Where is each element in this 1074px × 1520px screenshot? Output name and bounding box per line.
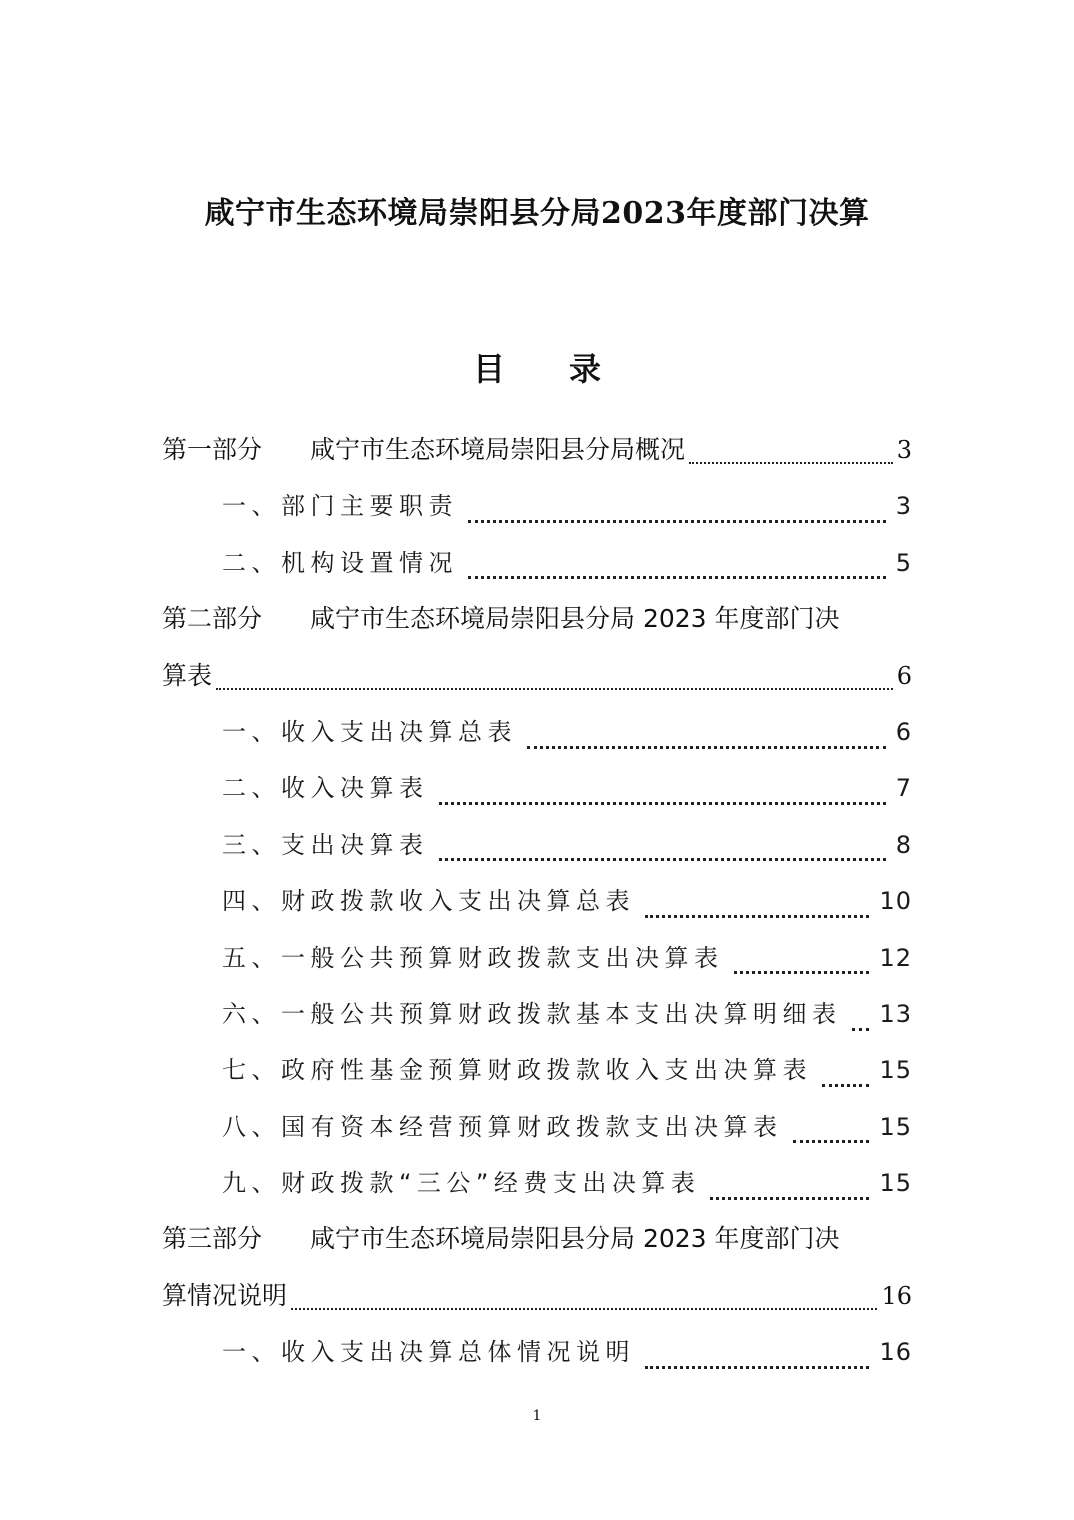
- toc-leader-dots: [793, 1140, 870, 1143]
- toc-page-number: 10: [879, 887, 912, 916]
- toc-leader-dots: [689, 462, 893, 464]
- toc-page-number: 13: [879, 999, 912, 1028]
- toc-part-number: 第三部分: [162, 1224, 263, 1254]
- toc-entry-part2-line1[interactable]: [162, 591, 912, 647]
- toc-part-title-cont: 算表: [162, 660, 213, 690]
- toc-heading-left: 目: [472, 350, 505, 388]
- toc-page-number: 3: [895, 492, 912, 521]
- toc-leader-dots: [734, 971, 870, 974]
- toc-entry-part2-item3[interactable]: [162, 817, 912, 873]
- toc-item-title: 一、部门主要职责: [222, 492, 458, 521]
- toc-part-title: 咸宁市生态环境局崇阳县分局 2023 年度部门决: [310, 604, 840, 634]
- toc-entry-part1[interactable]: [162, 422, 912, 478]
- toc-part-title: 咸宁市生态环境局崇阳县分局概况: [310, 435, 686, 464]
- toc-entry-part2-line2[interactable]: [162, 648, 912, 704]
- toc-leader-dots: [645, 915, 869, 918]
- toc-page-number: 6: [895, 717, 912, 746]
- document-title: 咸宁市生态环境局崇阳县分局2023年度部门决算: [204, 196, 870, 231]
- toc-leader-dots: [216, 688, 893, 690]
- toc-page-number: 5: [895, 548, 912, 577]
- toc-leader-dots: [439, 858, 886, 861]
- toc-leader-dots: [291, 1308, 877, 1310]
- toc-page-number: 15: [879, 1112, 912, 1141]
- page-footer-number: 1: [532, 1408, 542, 1424]
- toc-entry-part2-item8[interactable]: [162, 1099, 912, 1155]
- toc-entry-part2-item2[interactable]: [162, 760, 912, 816]
- toc-leader-dots: [822, 1084, 869, 1087]
- toc-page-number: 8: [895, 830, 912, 859]
- toc-item-title: 三、支出决算表: [222, 830, 429, 859]
- toc-leader-dots: [645, 1366, 869, 1369]
- toc-page-number: 12: [879, 943, 912, 972]
- toc-item-title: 一、收入支出决算总体情况说明: [222, 1338, 635, 1367]
- toc-item-title: 六、一般公共预算财政拨款基本支出决算明细表: [222, 999, 842, 1028]
- toc-heading: [0, 343, 1074, 395]
- toc-entry-part2-item7[interactable]: [162, 1042, 912, 1098]
- toc-part-title: 咸宁市生态环境局崇阳县分局 2023 年度部门决: [310, 1224, 840, 1254]
- toc-leader-dots: [710, 1197, 869, 1200]
- toc-entry-part1-item2[interactable]: [162, 535, 912, 591]
- toc-page-number: 7: [895, 774, 912, 803]
- toc-entry-part3-item1[interactable]: [162, 1324, 912, 1380]
- toc-item-title: 四、财政拨款收入支出决算总表: [222, 887, 635, 916]
- toc-item-title: 八、国有资本经营预算财政拨款支出决算表: [222, 1112, 783, 1141]
- toc-heading-right: 录: [569, 350, 602, 388]
- toc-item-title: 五、一般公共预算财政拨款支出决算表: [222, 943, 724, 972]
- toc-entry-part2-item6[interactable]: [162, 986, 912, 1042]
- toc-leader-dots: [439, 802, 886, 805]
- toc-entry-part2-item4[interactable]: [162, 873, 912, 929]
- toc-page-number: 16: [879, 1338, 912, 1367]
- toc-leader-dots: [468, 520, 886, 523]
- toc-page-number: 6: [896, 661, 912, 690]
- toc-entry-part2-item1[interactable]: [162, 704, 912, 760]
- toc-entry-part1-item1[interactable]: [162, 478, 912, 534]
- toc-item-title: 九、财政拨款“三公”经费支出决算表: [222, 1169, 701, 1198]
- toc-leader-dots: [852, 1028, 870, 1031]
- toc-leader-dots: [468, 576, 886, 579]
- toc-part-number: 第一部分: [162, 435, 263, 464]
- toc-entry-part2-item9[interactable]: [162, 1155, 912, 1211]
- toc-page-number: 16: [881, 1281, 912, 1310]
- toc-entry-part3-line1[interactable]: [162, 1211, 912, 1267]
- toc-page-number: 15: [879, 1056, 912, 1085]
- toc-item-title: 七、政府性基金预算财政拨款收入支出决算表: [222, 1056, 812, 1085]
- toc-part-number: 第二部分: [162, 604, 263, 634]
- toc-entry-part2-item5[interactable]: [162, 930, 912, 986]
- toc-item-title: 一、收入支出决算总表: [222, 717, 517, 746]
- toc-entry-part3-line2[interactable]: [162, 1268, 912, 1324]
- toc-page-number: 15: [879, 1169, 912, 1198]
- toc-item-title: 二、收入决算表: [222, 774, 429, 803]
- toc-item-title: 二、机构设置情况: [222, 548, 458, 577]
- toc-leader-dots: [527, 746, 886, 749]
- toc-part-title-cont: 算情况说明: [162, 1280, 288, 1310]
- toc-page-number: 3: [896, 436, 912, 464]
- table-of-contents: [162, 422, 912, 1381]
